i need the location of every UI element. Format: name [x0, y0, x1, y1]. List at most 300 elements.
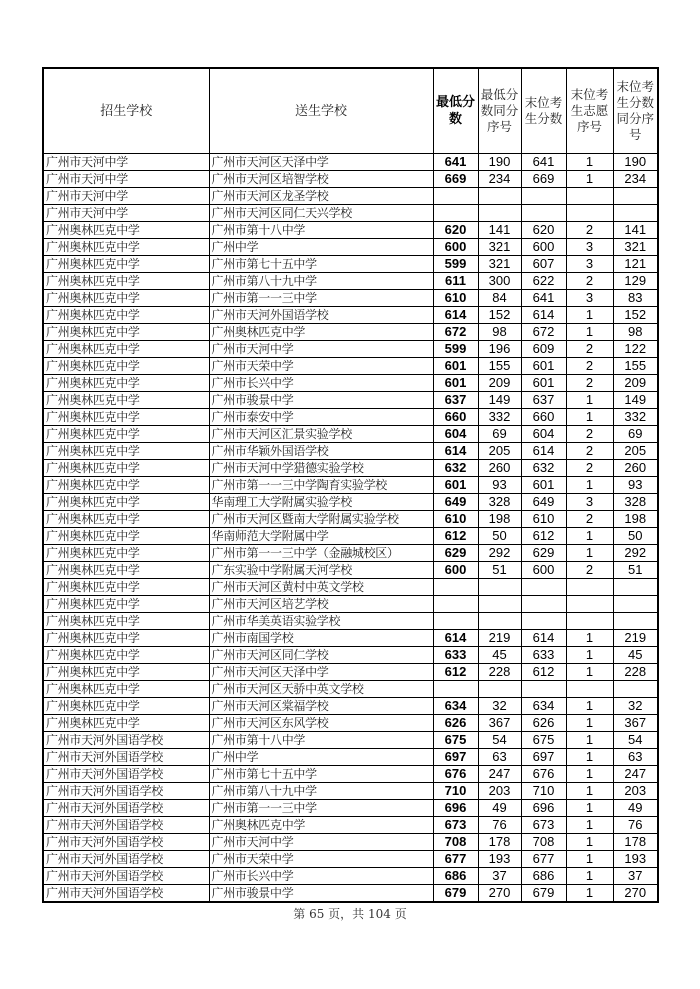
cell-last-score: 649 — [521, 494, 566, 511]
cell-min-score: 673 — [433, 817, 478, 834]
cell-sending-school: 华南理工大学附属实验学校 — [209, 494, 433, 511]
table-row — [43, 647, 658, 664]
cell-min-score-rank: 63 — [478, 749, 521, 766]
cell-last-score: 614 — [521, 443, 566, 460]
cell-sending-school: 广州中学 — [209, 749, 433, 766]
cell-min-score-rank: 321 — [478, 239, 521, 256]
cell-admitting-school: 广州奥林匹克中学 — [43, 613, 209, 630]
cell-last-score: 626 — [521, 715, 566, 732]
cell-last-score: 679 — [521, 885, 566, 903]
cell-sending-school: 广州市第七十五中学 — [209, 766, 433, 783]
cell-admitting-school: 广州市天河外国语学校 — [43, 749, 209, 766]
cell-min-score-rank: 84 — [478, 290, 521, 307]
cell-last-score-rank: 292 — [613, 545, 658, 562]
cell-sending-school: 广州市天河区同仁学校 — [209, 647, 433, 664]
cell-min-score-rank — [478, 681, 521, 698]
cell-min-score: 675 — [433, 732, 478, 749]
cell-sending-school: 广州市第七十五中学 — [209, 256, 433, 273]
cell-min-score: 601 — [433, 358, 478, 375]
cell-sending-school: 广州市华颖外国语学校 — [209, 443, 433, 460]
cell-last-choice-order — [566, 681, 613, 698]
cell-min-score-rank: 149 — [478, 392, 521, 409]
cell-sending-school: 广州市华美英语实验学校 — [209, 613, 433, 630]
cell-min-score: 614 — [433, 443, 478, 460]
table-row — [43, 851, 658, 868]
cell-sending-school: 广州中学 — [209, 239, 433, 256]
cell-min-score: 612 — [433, 528, 478, 545]
cell-last-score-rank: 328 — [613, 494, 658, 511]
cell-last-score — [521, 613, 566, 630]
cell-admitting-school: 广州奥林匹克中学 — [43, 460, 209, 477]
cell-last-choice-order: 1 — [566, 800, 613, 817]
table-row — [43, 392, 658, 409]
cell-last-score: 669 — [521, 171, 566, 188]
cell-min-score-rank — [478, 579, 521, 596]
cell-last-score-rank: 45 — [613, 647, 658, 664]
cell-min-score-rank: 37 — [478, 868, 521, 885]
cell-sending-school: 广州市天河区培艺学校 — [209, 596, 433, 613]
cell-admitting-school: 广州市天河外国语学校 — [43, 800, 209, 817]
cell-admitting-school: 广州市天河外国语学校 — [43, 851, 209, 868]
cell-min-score-rank: 203 — [478, 783, 521, 800]
header-last-choice-order: 末位考生志愿序号 — [566, 68, 613, 154]
cell-last-score — [521, 205, 566, 222]
cell-min-score: 637 — [433, 392, 478, 409]
cell-admitting-school: 广州奥林匹克中学 — [43, 647, 209, 664]
cell-min-score-rank: 321 — [478, 256, 521, 273]
cell-sending-school: 广州市天河中学 — [209, 341, 433, 358]
cell-last-score: 610 — [521, 511, 566, 528]
table-row — [43, 579, 658, 596]
cell-admitting-school: 广州奥林匹克中学 — [43, 358, 209, 375]
cell-min-score: 600 — [433, 562, 478, 579]
cell-sending-school: 广州市南国学校 — [209, 630, 433, 647]
cell-last-choice-order: 1 — [566, 409, 613, 426]
cell-min-score: 620 — [433, 222, 478, 239]
cell-last-score: 614 — [521, 307, 566, 324]
cell-last-score-rank: 190 — [613, 154, 658, 171]
cell-last-score-rank: 149 — [613, 392, 658, 409]
cell-min-score: 634 — [433, 698, 478, 715]
cell-last-score: 708 — [521, 834, 566, 851]
cell-last-score: 601 — [521, 375, 566, 392]
table-row — [43, 749, 658, 766]
cell-min-score: 686 — [433, 868, 478, 885]
cell-sending-school: 广州市天河中学 — [209, 834, 433, 851]
cell-min-score: 629 — [433, 545, 478, 562]
cell-last-score: 641 — [521, 290, 566, 307]
cell-last-score-rank — [613, 205, 658, 222]
cell-min-score: 601 — [433, 375, 478, 392]
cell-sending-school: 广州市天河区暨南大学附属实验学校 — [209, 511, 433, 528]
table-row — [43, 307, 658, 324]
cell-min-score: 611 — [433, 273, 478, 290]
cell-min-score-rank: 196 — [478, 341, 521, 358]
cell-admitting-school: 广州奥林匹克中学 — [43, 341, 209, 358]
cell-last-choice-order: 1 — [566, 766, 613, 783]
cell-admitting-school: 广州奥林匹克中学 — [43, 511, 209, 528]
cell-last-score-rank: 203 — [613, 783, 658, 800]
cell-admitting-school: 广州奥林匹克中学 — [43, 545, 209, 562]
cell-last-score: 604 — [521, 426, 566, 443]
cell-min-score: 626 — [433, 715, 478, 732]
cell-last-score: 696 — [521, 800, 566, 817]
cell-last-score: 673 — [521, 817, 566, 834]
cell-last-score-rank: 141 — [613, 222, 658, 239]
header-last-score-rank: 末位考生分数同分序号 — [613, 68, 658, 154]
cell-min-score-rank: 367 — [478, 715, 521, 732]
cell-last-score-rank: 49 — [613, 800, 658, 817]
cell-last-choice-order: 1 — [566, 528, 613, 545]
cell-sending-school: 广州市天河区培智学校 — [209, 171, 433, 188]
cell-sending-school: 广州市天河区东风学校 — [209, 715, 433, 732]
cell-last-score: 710 — [521, 783, 566, 800]
cell-min-score: 632 — [433, 460, 478, 477]
table-row — [43, 817, 658, 834]
table-row — [43, 358, 658, 375]
table-body — [43, 154, 658, 903]
table-row — [43, 868, 658, 885]
cell-admitting-school: 广州市天河外国语学校 — [43, 732, 209, 749]
table-row — [43, 885, 658, 903]
cell-last-score-rank — [613, 613, 658, 630]
admission-score-table — [42, 67, 659, 903]
cell-min-score-rank — [478, 205, 521, 222]
table-row — [43, 409, 658, 426]
cell-last-choice-order — [566, 596, 613, 613]
cell-sending-school: 广州市天河区棠福学校 — [209, 698, 433, 715]
cell-sending-school: 广州市天河区同仁天兴学校 — [209, 205, 433, 222]
cell-sending-school: 广州市第十八中学 — [209, 732, 433, 749]
cell-admitting-school: 广州奥林匹克中学 — [43, 426, 209, 443]
cell-min-score-rank: 32 — [478, 698, 521, 715]
cell-last-score-rank: 198 — [613, 511, 658, 528]
cell-last-score-rank: 50 — [613, 528, 658, 545]
cell-min-score-rank: 228 — [478, 664, 521, 681]
cell-min-score — [433, 681, 478, 698]
cell-last-score-rank: 51 — [613, 562, 658, 579]
cell-last-choice-order: 2 — [566, 222, 613, 239]
cell-min-score: 610 — [433, 511, 478, 528]
cell-admitting-school: 广州市天河外国语学校 — [43, 817, 209, 834]
cell-admitting-school: 广州市天河中学 — [43, 188, 209, 205]
cell-admitting-school: 广州市天河外国语学校 — [43, 885, 209, 903]
cell-sending-school: 广州市骏景中学 — [209, 392, 433, 409]
table-row — [43, 732, 658, 749]
table-row — [43, 630, 658, 647]
cell-last-score-rank: 93 — [613, 477, 658, 494]
cell-last-score: 612 — [521, 528, 566, 545]
cell-last-score-rank: 54 — [613, 732, 658, 749]
cell-last-score-rank — [613, 596, 658, 613]
cell-sending-school: 广州市第八十九中学 — [209, 273, 433, 290]
cell-sending-school: 广州市天河区天泽中学 — [209, 154, 433, 171]
table-row — [43, 273, 658, 290]
table-row — [43, 290, 658, 307]
cell-last-score-rank: 205 — [613, 443, 658, 460]
cell-last-score-rank: 63 — [613, 749, 658, 766]
cell-min-score-rank: 247 — [478, 766, 521, 783]
cell-last-score — [521, 596, 566, 613]
cell-last-score: 632 — [521, 460, 566, 477]
cell-admitting-school: 广州市天河外国语学校 — [43, 766, 209, 783]
cell-min-score — [433, 596, 478, 613]
cell-last-score-rank: 98 — [613, 324, 658, 341]
cell-last-choice-order: 2 — [566, 273, 613, 290]
cell-last-score-rank: 228 — [613, 664, 658, 681]
cell-last-choice-order: 3 — [566, 239, 613, 256]
cell-last-score-rank: 193 — [613, 851, 658, 868]
cell-sending-school: 广州市天河区黄村中英文学校 — [209, 579, 433, 596]
cell-min-score-rank: 69 — [478, 426, 521, 443]
cell-admitting-school: 广州奥林匹克中学 — [43, 324, 209, 341]
cell-last-choice-order: 1 — [566, 783, 613, 800]
cell-last-score-rank — [613, 579, 658, 596]
cell-sending-school: 广州市第一一三中学（金融城校区） — [209, 545, 433, 562]
cell-admitting-school: 广州市天河外国语学校 — [43, 868, 209, 885]
header-min-score: 最低分数 — [433, 68, 478, 154]
cell-admitting-school: 广州奥林匹克中学 — [43, 715, 209, 732]
cell-min-score-rank — [478, 188, 521, 205]
cell-admitting-school: 广州奥林匹克中学 — [43, 273, 209, 290]
cell-admitting-school: 广州奥林匹克中学 — [43, 290, 209, 307]
cell-min-score-rank: 93 — [478, 477, 521, 494]
cell-admitting-school: 广州市天河中学 — [43, 154, 209, 171]
cell-min-score-rank: 45 — [478, 647, 521, 664]
cell-last-score: 675 — [521, 732, 566, 749]
table-row — [43, 511, 658, 528]
cell-sending-school: 广州市天荣中学 — [209, 358, 433, 375]
cell-min-score: 610 — [433, 290, 478, 307]
table-row — [43, 324, 658, 341]
table-row — [43, 800, 658, 817]
cell-min-score-rank: 292 — [478, 545, 521, 562]
cell-last-score: 629 — [521, 545, 566, 562]
table-row — [43, 664, 658, 681]
cell-last-choice-order — [566, 188, 613, 205]
cell-last-score: 633 — [521, 647, 566, 664]
cell-admitting-school: 广州奥林匹克中学 — [43, 222, 209, 239]
cell-last-score-rank: 129 — [613, 273, 658, 290]
header-sending-school: 送生学校 — [209, 68, 433, 154]
cell-last-score-rank: 332 — [613, 409, 658, 426]
cell-last-score: 677 — [521, 851, 566, 868]
cell-min-score-rank: 54 — [478, 732, 521, 749]
cell-last-score: 609 — [521, 341, 566, 358]
cell-admitting-school: 广州奥林匹克中学 — [43, 698, 209, 715]
table-header-row — [43, 68, 658, 154]
cell-admitting-school: 广州奥林匹克中学 — [43, 307, 209, 324]
cell-sending-school: 广州市天河区汇景实验学校 — [209, 426, 433, 443]
cell-last-score-rank: 178 — [613, 834, 658, 851]
cell-admitting-school: 广州奥林匹克中学 — [43, 375, 209, 392]
table-row — [43, 715, 658, 732]
cell-sending-school: 广州奥林匹克中学 — [209, 817, 433, 834]
cell-last-score-rank: 209 — [613, 375, 658, 392]
cell-last-choice-order: 1 — [566, 817, 613, 834]
cell-last-score: 660 — [521, 409, 566, 426]
cell-min-score — [433, 613, 478, 630]
cell-last-choice-order: 1 — [566, 324, 613, 341]
cell-last-choice-order: 1 — [566, 171, 613, 188]
cell-sending-school: 广州市第十八中学 — [209, 222, 433, 239]
cell-sending-school: 广州市第一一三中学 — [209, 290, 433, 307]
cell-min-score-rank: 219 — [478, 630, 521, 647]
cell-min-score-rank: 300 — [478, 273, 521, 290]
table-row — [43, 528, 658, 545]
cell-min-score-rank: 260 — [478, 460, 521, 477]
cell-last-score-rank: 69 — [613, 426, 658, 443]
cell-min-score — [433, 188, 478, 205]
cell-min-score-rank: 234 — [478, 171, 521, 188]
table-row — [43, 154, 658, 171]
cell-last-score: 620 — [521, 222, 566, 239]
cell-min-score-rank: 178 — [478, 834, 521, 851]
cell-last-choice-order: 1 — [566, 154, 613, 171]
cell-min-score: 614 — [433, 630, 478, 647]
cell-sending-school: 广东实验中学附属天河学校 — [209, 562, 433, 579]
cell-last-score-rank: 247 — [613, 766, 658, 783]
cell-min-score-rank: 328 — [478, 494, 521, 511]
cell-min-score: 614 — [433, 307, 478, 324]
cell-last-choice-order: 2 — [566, 375, 613, 392]
cell-min-score: 660 — [433, 409, 478, 426]
cell-last-choice-order: 1 — [566, 698, 613, 715]
cell-sending-school: 广州市第八十九中学 — [209, 783, 433, 800]
cell-last-choice-order: 1 — [566, 885, 613, 903]
cell-admitting-school: 广州奥林匹克中学 — [43, 392, 209, 409]
cell-sending-school: 广州奥林匹克中学 — [209, 324, 433, 341]
table-row — [43, 562, 658, 579]
table-row — [43, 681, 658, 698]
table-row — [43, 443, 658, 460]
cell-admitting-school: 广州奥林匹克中学 — [43, 596, 209, 613]
cell-admitting-school: 广州市天河外国语学校 — [43, 783, 209, 800]
cell-last-choice-order: 1 — [566, 749, 613, 766]
cell-last-score-rank: 234 — [613, 171, 658, 188]
table-row — [43, 426, 658, 443]
cell-last-score-rank: 121 — [613, 256, 658, 273]
cell-last-choice-order: 3 — [566, 256, 613, 273]
table-row — [43, 239, 658, 256]
cell-last-score-rank: 32 — [613, 698, 658, 715]
table-row — [43, 256, 658, 273]
cell-sending-school: 广州市第一一三中学 — [209, 800, 433, 817]
cell-min-score-rank: 193 — [478, 851, 521, 868]
cell-admitting-school: 广州奥林匹克中学 — [43, 443, 209, 460]
cell-last-choice-order: 1 — [566, 307, 613, 324]
cell-last-score: 686 — [521, 868, 566, 885]
cell-min-score-rank: 50 — [478, 528, 521, 545]
table-row — [43, 341, 658, 358]
table-row — [43, 188, 658, 205]
cell-last-score: 637 — [521, 392, 566, 409]
table-row — [43, 494, 658, 511]
cell-last-score: 612 — [521, 664, 566, 681]
cell-min-score-rank — [478, 613, 521, 630]
cell-min-score: 679 — [433, 885, 478, 903]
table-row — [43, 613, 658, 630]
cell-admitting-school: 广州奥林匹克中学 — [43, 664, 209, 681]
cell-min-score-rank: 205 — [478, 443, 521, 460]
cell-last-score: 600 — [521, 562, 566, 579]
cell-last-score: 622 — [521, 273, 566, 290]
cell-sending-school: 广州市天河区天骄中英文学校 — [209, 681, 433, 698]
table-row — [43, 596, 658, 613]
cell-min-score: 641 — [433, 154, 478, 171]
cell-last-score: 607 — [521, 256, 566, 273]
cell-min-score-rank: 152 — [478, 307, 521, 324]
cell-last-score: 634 — [521, 698, 566, 715]
table-row — [43, 698, 658, 715]
cell-last-choice-order: 1 — [566, 664, 613, 681]
cell-last-choice-order: 1 — [566, 851, 613, 868]
cell-last-score-rank: 219 — [613, 630, 658, 647]
cell-last-score-rank: 367 — [613, 715, 658, 732]
cell-last-choice-order: 1 — [566, 392, 613, 409]
cell-sending-school: 广州市天河区天泽中学 — [209, 664, 433, 681]
cell-admitting-school: 广州奥林匹克中学 — [43, 409, 209, 426]
page-footer: 第 65 页，共 104 页 — [293, 907, 407, 921]
cell-sending-school: 广州市天河中学猎德实验学校 — [209, 460, 433, 477]
cell-last-score-rank: 321 — [613, 239, 658, 256]
cell-last-score — [521, 188, 566, 205]
cell-last-choice-order: 2 — [566, 426, 613, 443]
cell-last-score — [521, 681, 566, 698]
cell-sending-school: 广州市长兴中学 — [209, 868, 433, 885]
cell-last-score-rank — [613, 681, 658, 698]
cell-min-score — [433, 579, 478, 596]
cell-sending-school: 广州市天河外国语学校 — [209, 307, 433, 324]
cell-last-score-rank — [613, 188, 658, 205]
cell-sending-school: 广州市第一一三中学陶育实验学校 — [209, 477, 433, 494]
cell-min-score-rank: 332 — [478, 409, 521, 426]
cell-admitting-school: 广州市天河外国语学校 — [43, 834, 209, 851]
cell-sending-school: 广州市骏景中学 — [209, 885, 433, 903]
cell-last-choice-order: 1 — [566, 477, 613, 494]
cell-min-score-rank: 270 — [478, 885, 521, 903]
cell-last-choice-order: 1 — [566, 647, 613, 664]
cell-last-choice-order — [566, 579, 613, 596]
cell-min-score-rank: 209 — [478, 375, 521, 392]
cell-last-score: 676 — [521, 766, 566, 783]
cell-last-choice-order: 2 — [566, 460, 613, 477]
cell-last-choice-order: 1 — [566, 630, 613, 647]
cell-admitting-school: 广州奥林匹克中学 — [43, 477, 209, 494]
cell-last-score: 697 — [521, 749, 566, 766]
cell-admitting-school: 广州奥林匹克中学 — [43, 562, 209, 579]
cell-min-score: 633 — [433, 647, 478, 664]
cell-last-score-rank: 83 — [613, 290, 658, 307]
table-row — [43, 783, 658, 800]
cell-admitting-school: 广州奥林匹克中学 — [43, 579, 209, 596]
cell-last-score-rank: 155 — [613, 358, 658, 375]
cell-admitting-school: 广州奥林匹克中学 — [43, 630, 209, 647]
cell-last-choice-order: 2 — [566, 511, 613, 528]
cell-last-score-rank: 152 — [613, 307, 658, 324]
table-row — [43, 545, 658, 562]
cell-sending-school: 广州市天荣中学 — [209, 851, 433, 868]
cell-last-score — [521, 579, 566, 596]
cell-last-choice-order: 2 — [566, 562, 613, 579]
cell-min-score-rank — [478, 596, 521, 613]
cell-last-choice-order: 1 — [566, 545, 613, 562]
cell-admitting-school: 广州奥林匹克中学 — [43, 494, 209, 511]
cell-last-score-rank: 76 — [613, 817, 658, 834]
cell-last-choice-order: 1 — [566, 868, 613, 885]
cell-min-score: 649 — [433, 494, 478, 511]
cell-last-choice-order: 2 — [566, 358, 613, 375]
